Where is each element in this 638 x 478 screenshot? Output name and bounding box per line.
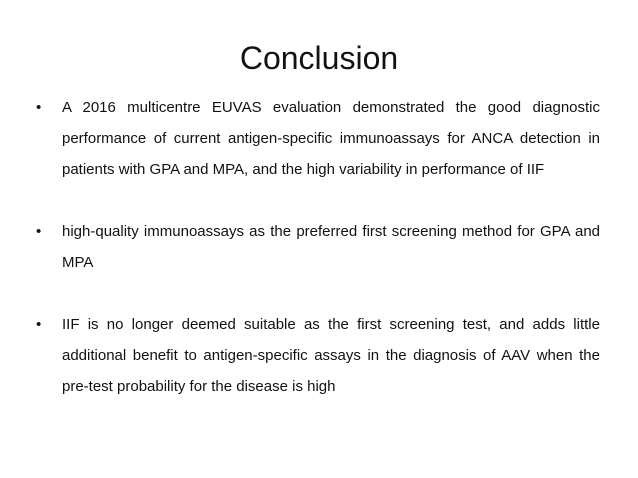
bullet-marker: •	[36, 316, 42, 333]
bullet-list	[0, 92, 638, 402]
bullet-text: high-quality immunoassays as the preferred first screening method for GPA and MPA	[62, 223, 600, 271]
bullet-text: A 2016 multicentre EUVAS evaluation demonstrated the good diagnostic performance of current antigen-specific immunoassays for ANCA detection in patients with GPA and MPA, and the high variability in performance of IIF	[62, 99, 600, 178]
bullet-item	[36, 216, 600, 278]
bullet-marker: •	[36, 223, 42, 240]
slide-title: Conclusion	[239, 40, 399, 76]
bullet-text: IIF is no longer deemed suitable as the first screening test, and adds little additional benefit to antigen-specific assays in the diagnosis of AAV when the pre-test probability for the disease is high	[62, 316, 600, 395]
bullet-item	[36, 309, 600, 402]
bullet-marker: •	[36, 99, 42, 116]
bullet-item	[36, 92, 600, 185]
